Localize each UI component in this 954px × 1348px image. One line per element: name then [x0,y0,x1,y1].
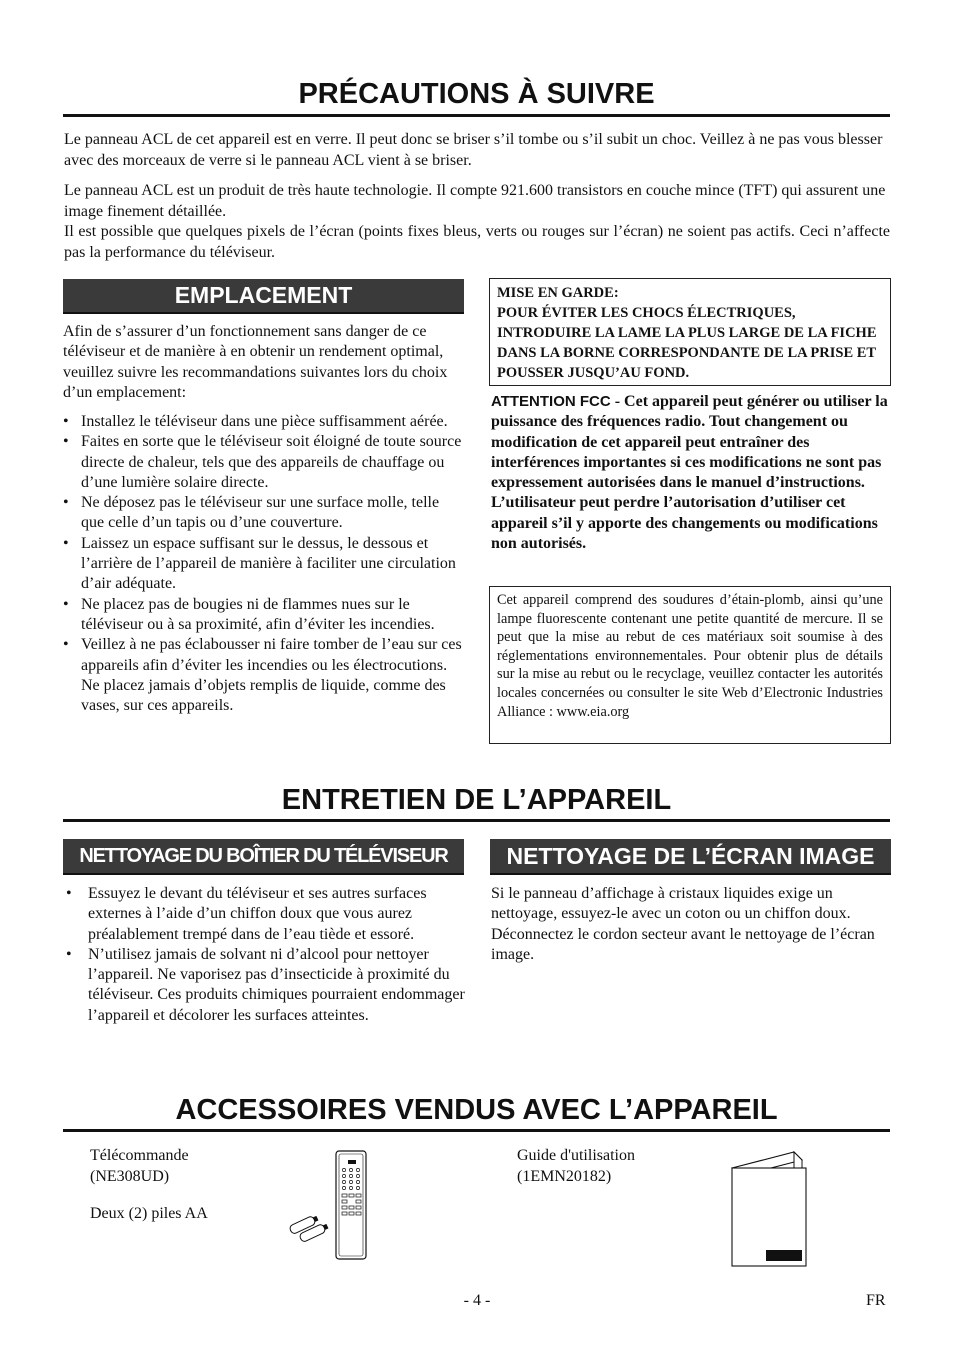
warning-heading: MISE EN GARDE: [497,285,619,301]
emplacement-list [63,412,465,716]
accessoires-title: ACCESSOIRES VENDUS AVEC L’APPAREIL [63,1091,890,1132]
guide-name: Guide d'utilisation [517,1147,635,1164]
boitier-list [63,884,465,1026]
precautions-paragraph-1: Le panneau ACL de cet appareil est en verre. Il peut donc se briser s’il tombe ou s’il subit un choc. Veillez à ne pas vous blesser avec des morceaux de verre si le panneau ACL vient à se briser. [64,131,883,169]
remote-label [90,1146,189,1187]
warning-box [489,278,891,386]
boitier-header: NETTOYAGE DU BOÎTIER DU TÉLÉVISEUR [63,839,464,875]
remote-name: Télécommande [90,1147,189,1164]
fcc-label: ATTENTION FCC [491,393,611,410]
emplacement-list-item: • Installez le téléviseur dans une pièce suffisamment aérée. [63,412,465,432]
entretien-title: ENTRETIEN DE L’APPAREIL [63,781,890,822]
owner-guide-booklet-icon [722,1146,814,1272]
emplacement-list-item: • Faites en sorte que le téléviseur soit éloigné de toute source directe de chaleur, tels que des appareils de chauffage ou d’une lumière solaire directe. [63,432,465,493]
guide-model: (1EMN20182) [517,1167,612,1185]
warning-text: POUR ÉVITER LES CHOCS ÉLECTRIQUES, INTRODUIRE LA LAME LA PLUS LARGE DE LA FICHE DANS LA BORNE CORRESPONDANTE DE LA PRISE ET POUSSER JUSQU’AU FOND. [497,305,877,381]
language-code: FR [866,1292,886,1309]
fcc-notice [491,392,891,554]
boitier-list-item: • N’utilisez jamais de solvant ni d’alcool pour nettoyer l’appareil. Ne vaporisez pas d’insecticide à proximité du téléviseur. Ces produits chimiques pourraient endommager l’appareil et décolorer les surfaces atteintes. [63,945,465,1026]
page-number: - 4 - [463,1292,491,1309]
precautions-paragraph-2: Le panneau ACL est un produit de très haute technologie. Il compte 921.600 transistors en couche mince (TFT) qui assurent une image finement détaillée. [64,182,886,220]
ecran-text: Si le panneau d’affichage à cristaux liquides exige un nettoyage, essuyez-le avec un coton ou un chiffon doux. Déconnectez le cordon secteur avant le nettoyage de l’écran image. [491,885,875,963]
batteries-label: Deux (2) piles AA [90,1205,208,1222]
remote-model: (NE308UD) [90,1167,170,1185]
mercury-box [489,586,891,744]
precautions-title: PRÉCAUTIONS À SUIVRE [63,74,890,117]
ecran-header: NETTOYAGE DE L’ÉCRAN IMAGE [490,839,891,875]
fcc-text: - Cet appareil peut générer ou utiliser la puissance des fréquences radio. Tout changement ou modification de cet appareil peut entraîner des interférences importantes si ces modifications ne sont pas expressement autorisées dans le manuel d’instructions. L’utilisateur peut perdre l’autorisation d’utiliser cet appareil s’il y apporte des changements ou modifications non autorisés. [491,393,888,553]
boitier-list-item: • Essuyez le devant du téléviseur et ses autres surfaces externes à l’aide d’un chiffon doux que vous aurez préalablement trempé dans de l’eau tiède et essoré. [63,884,465,945]
emplacement-intro: Afin de s’assurer d’un fonctionnement sans danger de ce téléviseur et de manière à en obtenir un rendement optimal, veuillez suivre les recommandations suivantes lors du choix d’un emplacement: [63,323,448,401]
emplacement-list-item: • Veillez à ne pas éclabousser ni faire tomber de l’eau sur ces appareils afin d’éviter les incendies ou les électrocutions. Ne placez jamais d’objets remplis de liquide, comme des vases, sur ces appareils. [63,635,465,716]
emplacement-list-item: • Ne placez pas de bougies ni de flammes nues sur le téléviseur ou à sa proximité, afin d’éviter les incendies. [63,595,465,636]
emplacement-list-item: • Ne déposez pas le téléviseur sur une surface molle, telle que celle d’un tapis ou d’une couverture. [63,493,465,534]
guide-label [517,1146,635,1187]
emplacement-header: EMPLACEMENT [63,279,464,314]
aa-batteries-icon [289,1214,329,1242]
remote-control-icon [286,1146,370,1262]
emplacement-list-item: • Laissez un espace suffisant sur le dessus, le dessous et l’arrière de l’appareil de manière à faciliter une circulation d’air adéquate. [63,534,465,595]
mercury-text: Cet appareil comprend des soudures d’étain-plomb, ainsi qu’une lampe fluorescente contenant une petite quantité de mercure. Il se peut que la mise au rebut de ces matériaux soit soumise à des réglementations environnementales. Pour obtenir plus de détails sur la mise au rebut ou le recyclage, veuillez contacter les autorités locales concernées ou consulter le site Web d’Electronic Industries Alliance : www.eia.org [497,592,883,720]
precautions-paragraph-3: Il est possible que quelques pixels de l’écran (points fixes bleus, verts ou rouges sur l’écran) ne soient pas actifs. Ceci n’affecte pas la performance du téléviseur. [64,223,890,261]
